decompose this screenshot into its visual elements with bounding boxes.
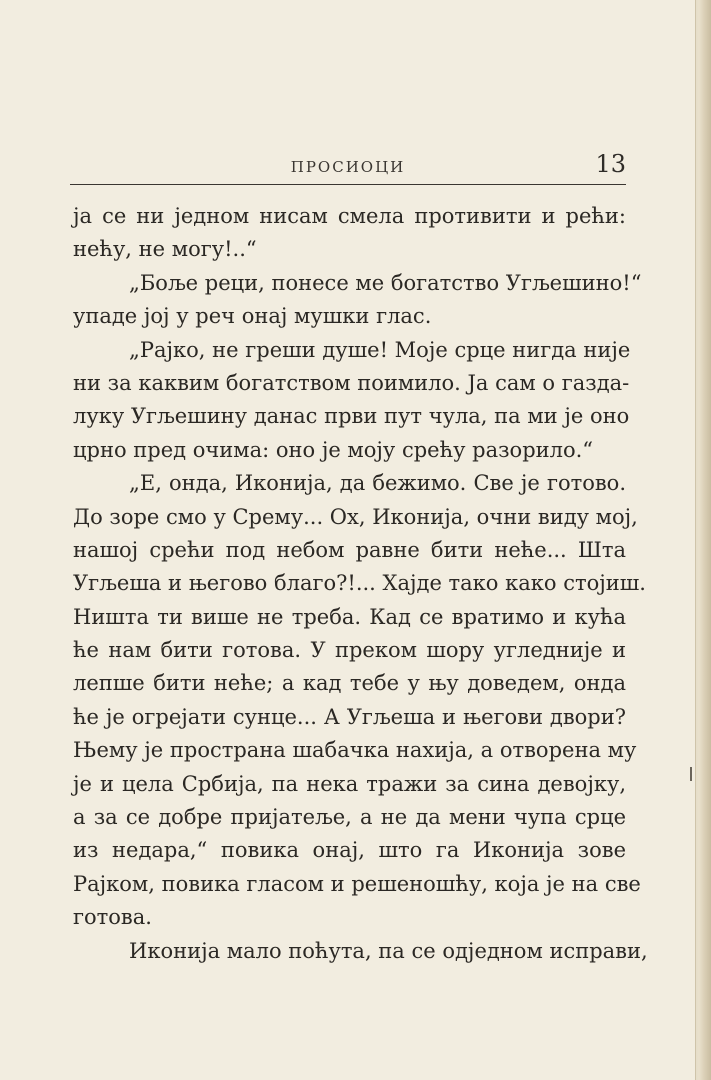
running-head: ПРОСИОЦИ [290,158,406,176]
text-line: Рајком, повика гласом и решеношћу, која је на све [73,871,641,896]
text-line: Ништа ти више не треба. Кад се вратимо и кућа [73,604,626,629]
text-line: Угљеша и његово благо?!... Хајде тако како стојиш. [73,571,646,596]
page-number: 13 [595,150,626,178]
text-line: „Рајко, не греши душе! Моје срце нигда није [129,337,631,362]
text-line: „Е, онда, Иконија, да бежимо. Све је готово. [129,471,626,496]
header-rule [70,184,626,185]
page-edge-line [695,0,696,1080]
text-line: готова. [73,905,152,930]
text-line: ће нам бити готова. У преком шору угледније и [73,638,626,663]
text-line: ће је огрејати сунце... А Угљеша и његови двори? [73,704,626,729]
text-line: лепше бити неће; а кад тебе у њу доведем, онда [73,671,626,696]
text-line: ни за каквим богатством поимило. Ја сам о газда- [73,370,630,395]
text-line: Њему је пространа шабачка нахија, а отворена му [73,738,637,763]
text-line: ја се ни једном нисам смела противити и рећи: [73,204,626,228]
text-line: До зоре смо у Срему... Ох, Иконија, очни виду мој, [73,504,638,529]
text-line: упаде јој у реч онај мушки глас. [73,304,432,329]
page-edge-shadow [695,0,711,1080]
text-line: Иконија мало поћута, па се одједном исправи, [129,938,648,963]
text-line: луку Угљешину данас први пут чула, па ми је оно [73,404,630,429]
text-line: „Боље реци, понесе ме богатство Угљешино!“ [129,270,642,295]
text-line: нећу, не могу!..“ [73,237,257,262]
text-line: црно пред очима: оно је моју срећу разорило.“ [73,437,594,462]
text-line: нашој срећи под небом равне бити неће... Шта [73,537,626,562]
print-speck [690,767,692,781]
text-line: из недара,“ повика онај, што га Иконија зове [73,838,626,863]
body-text [73,200,648,968]
text-line: је и цела Србија, па нека тражи за сина девојку, [73,771,626,796]
page-header [70,150,626,184]
text-line: а за се добре пријатеље, а не да мени чупа срце [73,805,626,830]
